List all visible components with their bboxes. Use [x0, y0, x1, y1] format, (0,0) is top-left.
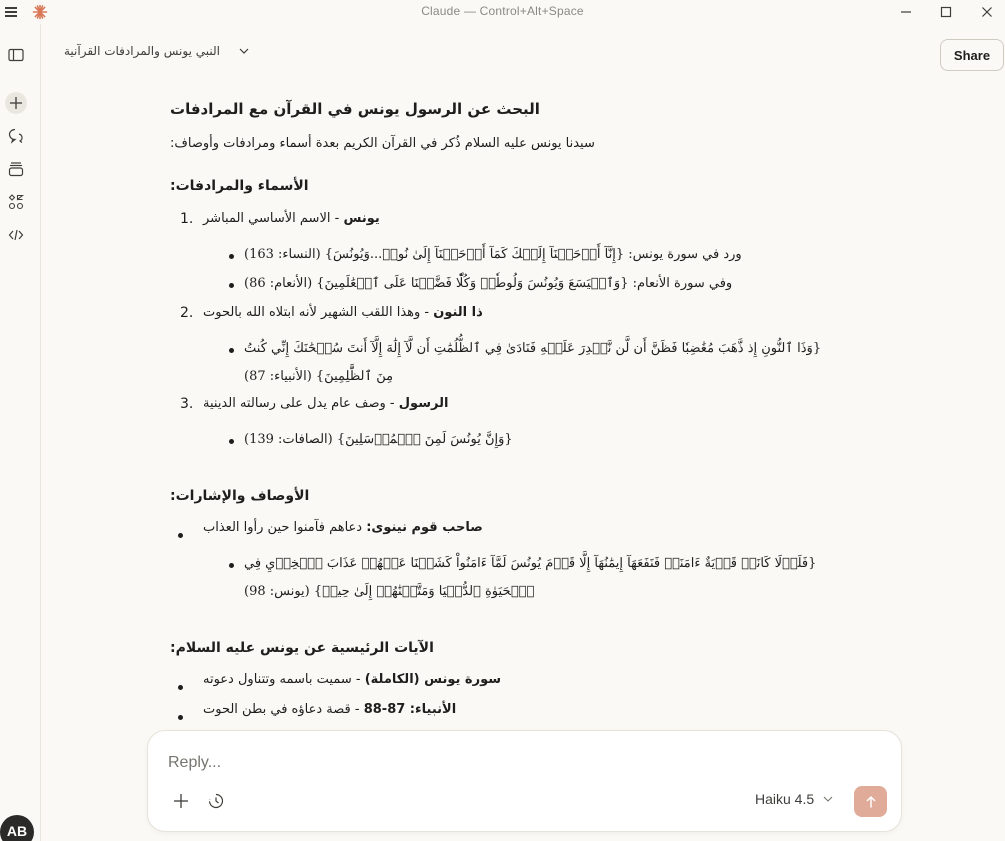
arrow-up-icon: [864, 795, 878, 809]
code-button[interactable]: [5, 224, 27, 246]
verse-item: {فَلَوۡلَا كَانَتۡ قَرۡيَةٌ ءَامَنَتۡ فَنَفَعَهَآ إِيمَٰنُهَآ إِلَّا قَوۡمَ يُونُسَ لَمَّآ ءَامَنُواْ كَشَفۡنَا عَنۡهُمۡ عَذَابَ ٱلۡخِزۡيِ فِي ٱلۡحَيَوٰةِ ٱلدُّنۡيَا وَمَتَّعۡنَٰهُمۡ إِلَىٰ حِينٖ} (يونس: 98): [244, 556, 817, 599]
archive-icon: [7, 160, 25, 178]
window-title: Claude — Control+Alt+Space: [421, 4, 584, 18]
list-number: 1.: [180, 211, 194, 227]
chat-title: النبي يونس والمرادفات القرآنية: [64, 44, 220, 58]
list-number: 2.: [180, 305, 194, 321]
bullet: [229, 348, 234, 353]
description: - الاسم الأساسي المباشر: [203, 211, 344, 226]
list-item: [203, 211, 380, 226]
message-title: البحث عن الرسول يونس في القرآن مع المرادفات: [170, 100, 540, 118]
section-heading-descriptions: الأوصاف والإشارات:: [170, 488, 310, 504]
term: الرسول: [398, 396, 449, 411]
model-selector[interactable]: [755, 791, 834, 807]
message-intro: سيدنا يونس عليه السلام ذُكر في القرآن الكريم بعدة أسماء ومرادفات وأوصاف:: [170, 136, 595, 151]
maximize-icon: [940, 6, 952, 18]
description: - وهذا اللقب الشهير لأنه ابتلاه الله بالحوت: [203, 305, 434, 320]
toggle-sidebar-button[interactable]: [5, 44, 27, 66]
projects-button[interactable]: [5, 158, 27, 180]
section-heading-key-verses: الآيات الرئيسية عن يونس عليه السلام:: [170, 640, 434, 656]
send-button[interactable]: [854, 786, 887, 817]
term: الأنبياء: 87-88: [363, 702, 457, 717]
close-icon: [981, 6, 993, 18]
sidebar-icon: [7, 46, 25, 64]
minimize-button[interactable]: [896, 2, 916, 22]
new-chat-button[interactable]: [5, 92, 27, 114]
description: - سميت باسمه وتتناول دعوته: [203, 672, 365, 687]
chevron-down-icon: [238, 45, 250, 57]
verse-item: {وَذَا ٱلنُّونِ إِذ ذَّهَبَ مُغَٰضِبٗا فَظَنَّ أَن لَّن نَّقۡدِرَ عَلَيۡهِ فَنَادَىٰ فِي ٱلظُّلُمَٰتِ أَن لَّآ إِلَٰهَ إِلَّآ أَنتَ سُبۡحَٰنَكَ إِنِّي كُنتُ مِنَ ٱلظَّٰلِمِينَ} (الأنبياء: 87): [244, 341, 822, 384]
sidebar-rail: [0, 24, 41, 841]
reply-composer: [147, 730, 902, 832]
bullet: [229, 563, 234, 568]
share-button[interactable]: Share: [940, 39, 1004, 71]
list-item: [203, 305, 483, 320]
clock-icon[interactable]: [207, 792, 225, 810]
chat-title-dropdown[interactable]: [64, 44, 250, 58]
title-bar: [0, 0, 1005, 24]
bullet: [229, 283, 234, 288]
list-item: [203, 672, 501, 687]
reply-input[interactable]: [168, 751, 868, 775]
term: سورة يونس (الكاملة): [364, 672, 502, 687]
close-button[interactable]: [977, 2, 997, 22]
verse-item: وفي سورة الأنعام: {وَٱلۡيَسَعَ وَيُونُسَ وَلُوطٗاۚ وَكُلّٗا فَضَّلۡنَا عَلَى ٱلۡعَٰلَمِينَ} (الأنعام: 86): [244, 276, 733, 291]
bullet: [229, 254, 234, 259]
user-avatar[interactable]: AB: [0, 815, 34, 841]
chat-bubbles-icon: [7, 127, 25, 145]
code-icon: [7, 226, 25, 244]
artifacts-button[interactable]: [5, 191, 27, 213]
minimize-icon: [900, 6, 912, 18]
add-attachment-icon[interactable]: [172, 792, 190, 810]
verse-item: {وَإِنَّ يُونُسَ لَمِنَ ٱلۡمُرۡسَلِينَ} (الصافات: 139): [244, 432, 513, 447]
list-item: [203, 702, 456, 717]
list-number: 3.: [180, 396, 194, 412]
maximize-button[interactable]: [936, 2, 956, 22]
term: ذا النون: [433, 305, 483, 320]
description: - وصف عام يدل على رسالته الدينية: [203, 396, 399, 411]
bullet: [229, 439, 234, 444]
description: دعاهم فآمنوا حين رأوا العذاب: [203, 520, 367, 535]
bullet: [178, 533, 183, 538]
verse-item: ورد في سورة يونس: {إِنَّآ أَوۡحَيۡنَآ إِلَيۡكَ كَمَآ أَوۡحَيۡنَآ إِلَىٰ نُوحٖ...وَيُونُسَ} (النساء: 163): [244, 247, 742, 262]
term: يونس: [343, 211, 380, 226]
description: - قصة دعاؤه في بطن الحوت: [203, 702, 364, 717]
plus-icon: [7, 94, 25, 112]
section-heading-names: الأسماء والمرادفات:: [170, 178, 309, 194]
chevron-down-icon: [822, 793, 834, 805]
list-item: [203, 396, 448, 411]
list-item: [203, 520, 483, 535]
model-label: Haiku 4.5: [755, 791, 815, 807]
bullet: [178, 685, 183, 690]
term: صاحب قوم نينوى:: [366, 520, 483, 535]
chats-button[interactable]: [5, 125, 27, 147]
bullet: [178, 715, 183, 720]
shapes-icon: [7, 193, 25, 211]
